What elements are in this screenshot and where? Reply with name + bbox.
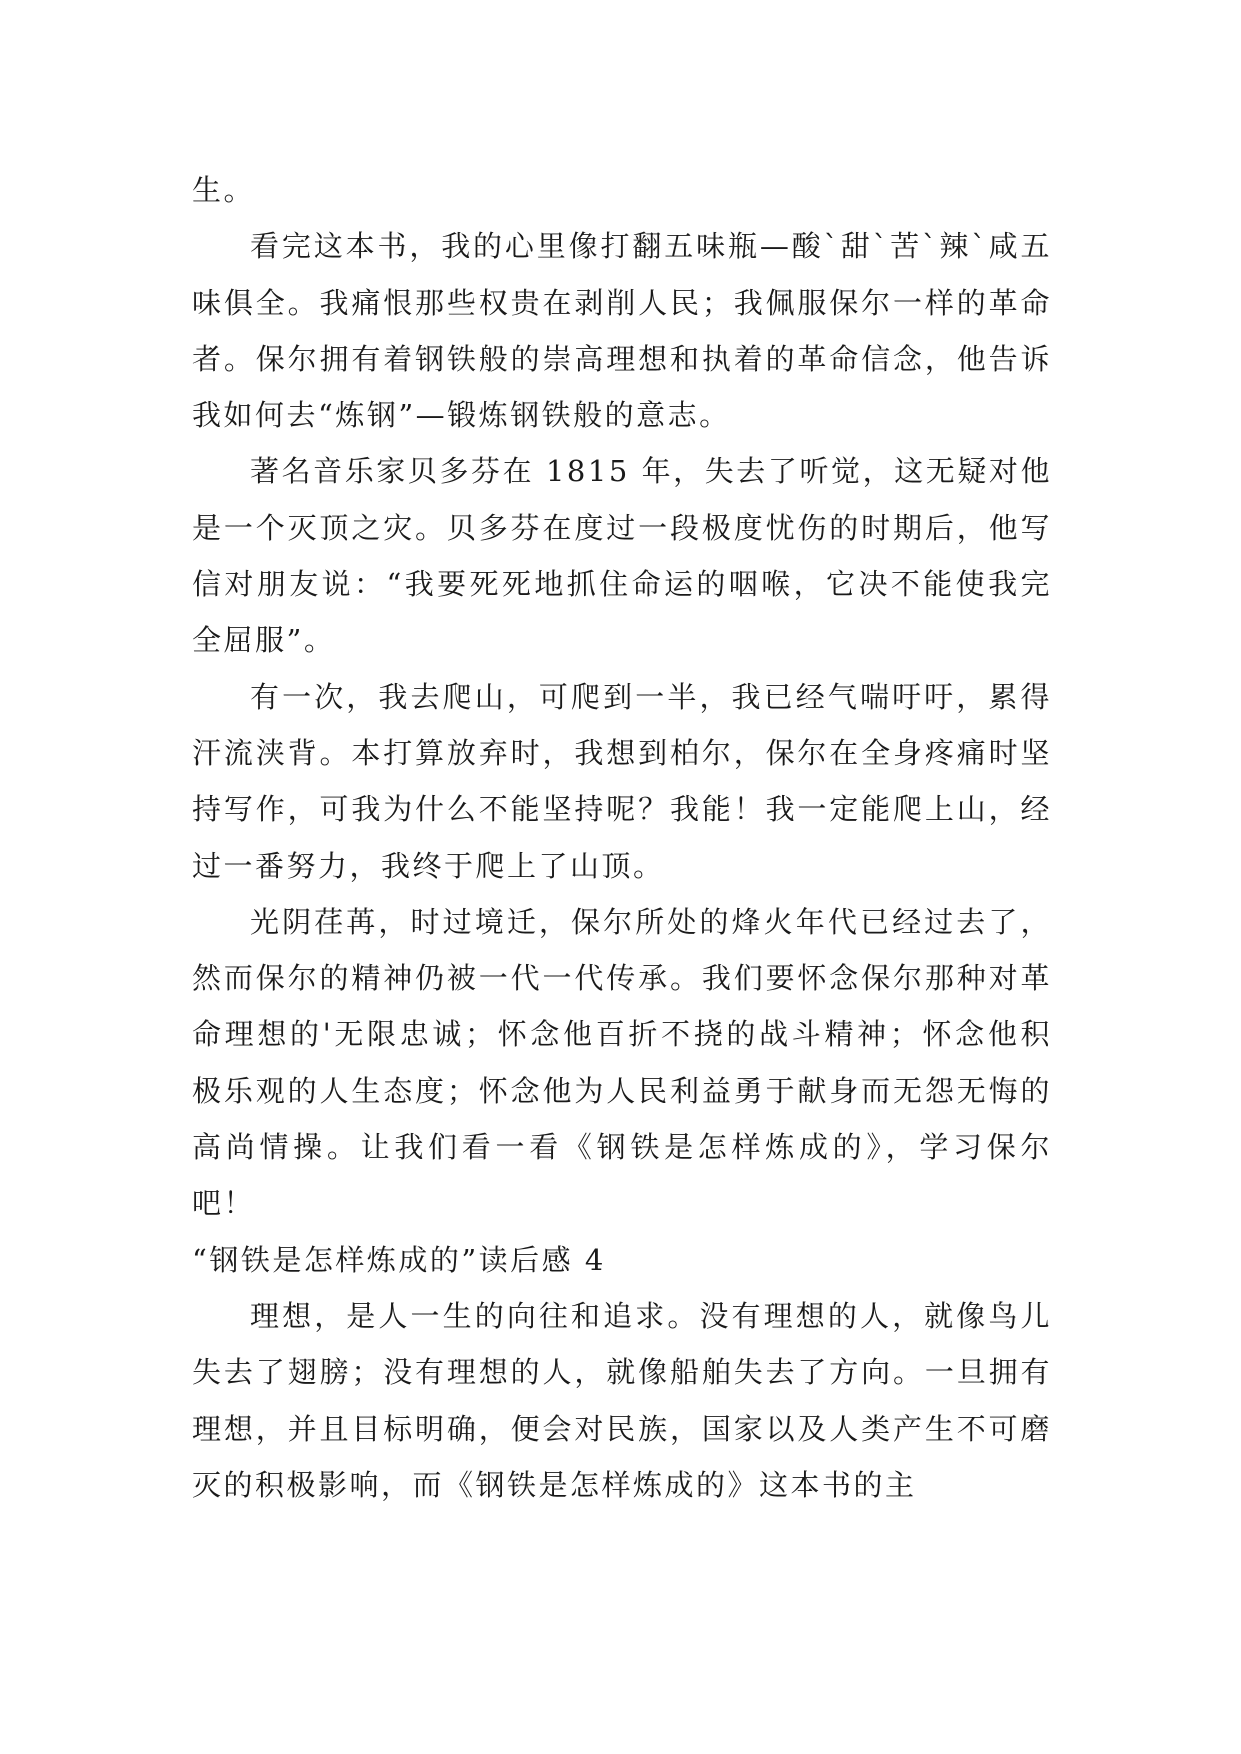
section-heading: “钢铁是怎样炼成的”读后感 4: [192, 1242, 606, 1277]
paragraph: 看完这本书，我的心里像打翻五味瓶—酸`甜`苦`辣`咸五味俱全。我痛恨那些权贵在剥削人民；我佩服保尔一样的革命者。保尔拥有着钢铁般的崇高理想和执着的革命信念，他告诉我如何去“炼钢”—锻炼钢铁般的意志。: [192, 229, 1052, 433]
document-page: [192, 162, 1052, 1513]
paragraph-continuation: 生。: [192, 173, 256, 207]
paragraph: 有一次，我去爬山，可爬到一半，我已经气喘吁吁，累得汗流浃背。本打算放弃时，我想到柏尔，保尔在全身疼痛时坚持写作，可我为什么不能坚持呢？我能！我一定能爬上山，经过一番努力，我终于爬上了山顶。: [192, 679, 1052, 883]
paragraph: 著名音乐家贝多芬在 1815 年，失去了听觉，这无疑对他是一个灭顶之灾。贝多芬在度过一段极度忧伤的时期后，他写信对朋友说：“我要死死地抓住命运的咽喉，它决不能使我完全屈服”。: [192, 454, 1052, 658]
paragraph: 光阴荏苒，时过境迁，保尔所处的烽火年代已经过去了，然而保尔的精神仍被一代一代传承。我们要怀念保尔那种对革命理想的'无限忠诚；怀念他百折不挠的战斗精神；怀念他积极乐观的人生态度；怀念他为人民利益勇于献身而无怨无悔的高尚情操。让我们看一看《钢铁是怎样炼成的》，学习保尔吧！: [192, 904, 1052, 1221]
paragraph: 理想，是人一生的向往和追求。没有理想的人，就像鸟儿失去了翅膀；没有理想的人，就像船舶失去了方向。一旦拥有理想，并且目标明确，便会对民族，国家以及人类产生不可磨灭的积极影响，而《钢铁是怎样炼成的》这本书的主: [192, 1298, 1052, 1502]
